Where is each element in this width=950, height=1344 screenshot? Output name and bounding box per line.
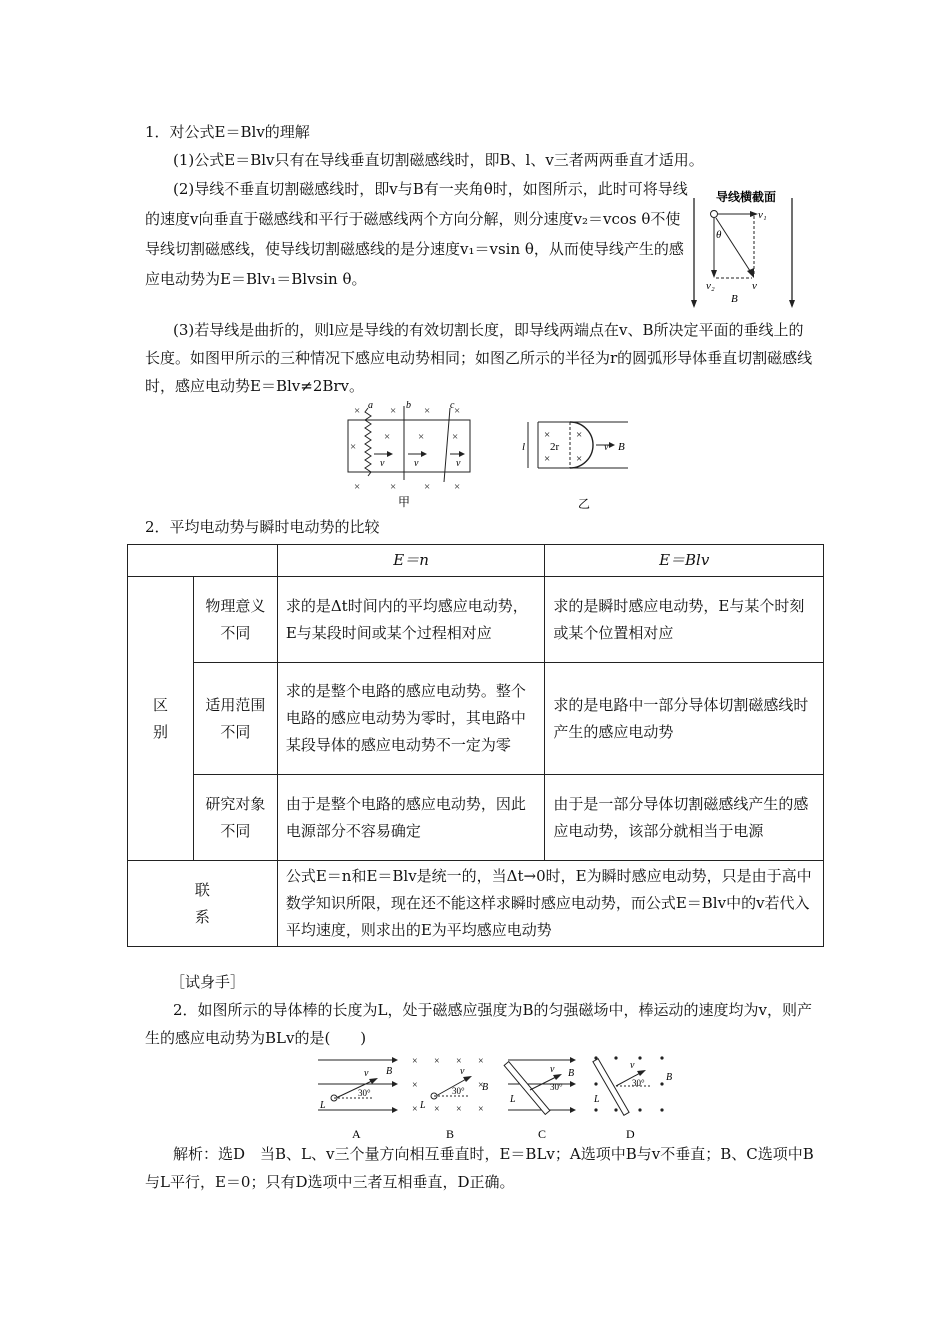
svg-text:v: v bbox=[380, 458, 385, 469]
practice-analysis: 解析：选D 当B、L、v三个量方向相互垂直时，E＝BLv；A选项中B与v不垂直；B、C选项中B与L平行，E＝0；只有D选项中三者互相垂直，D正确。 bbox=[145, 1145, 814, 1191]
svg-text:×: × bbox=[350, 441, 357, 453]
svg-text:B: B bbox=[482, 1082, 489, 1093]
table-header-instant: E＝Blv bbox=[545, 545, 824, 577]
svg-text:×: × bbox=[412, 1056, 418, 1067]
svg-text:×: × bbox=[418, 431, 425, 443]
svg-text:b: b bbox=[406, 400, 411, 411]
svg-text:×: × bbox=[354, 405, 361, 417]
svg-text:v: v bbox=[460, 1066, 465, 1077]
table-row-label: 适用范围不同 bbox=[193, 663, 277, 775]
svg-text:×: × bbox=[412, 1104, 418, 1115]
svg-text:×: × bbox=[434, 1056, 440, 1067]
table-row-label: 物理意义不同 bbox=[193, 577, 277, 663]
fig1-B: B bbox=[731, 293, 738, 305]
svg-text:v: v bbox=[604, 442, 609, 453]
practice-question: 2．如图所示的导体棒的长度为L，处于磁感应强度为B的匀强磁场中，棒运动的速度均为v，则产生的感应电动势为BLv的是( ) bbox=[145, 1001, 813, 1047]
svg-text:×: × bbox=[354, 481, 361, 493]
svg-text:×: × bbox=[478, 1104, 484, 1115]
option-d-diagram bbox=[593, 1056, 672, 1141]
figure-jia bbox=[340, 400, 480, 512]
table-group-label: 区别 bbox=[128, 577, 194, 861]
fig1-v1: v₁ bbox=[758, 209, 767, 221]
svg-text:c: c bbox=[450, 400, 455, 411]
svg-text:l: l bbox=[522, 441, 526, 453]
svg-text:×: × bbox=[390, 405, 397, 417]
table-link-label: 联系 bbox=[128, 861, 278, 947]
svg-text:×: × bbox=[384, 431, 391, 443]
section1-paragraph-2: (2)导线不垂直切割磁感线时，即v与B有一夹角θ时，如图所示，此时可将导线的速度v向垂直于磁感线和平行于磁感线两个方向分解，则分速度v₂＝vcos θ不使导线切割磁感线，使导线切割磁感线的是分速度v₁＝vsin θ，从而使导线产生的感应电动势为E＝Blv₁＝Blvsin θ。 bbox=[145, 180, 688, 288]
option-b-diagram bbox=[412, 1056, 488, 1141]
svg-text:×: × bbox=[434, 1104, 440, 1115]
svg-text:L: L bbox=[420, 1100, 426, 1111]
svg-text:L: L bbox=[320, 1100, 326, 1111]
svg-text:30°: 30° bbox=[632, 1078, 645, 1088]
svg-text:×: × bbox=[452, 431, 459, 443]
table-cell: 求的是整个电路的感应电动势。整个电路的感应电动势为零时，其电路中某段导体的感应电动势不一定为零 bbox=[277, 663, 545, 775]
svg-text:×: × bbox=[576, 429, 583, 441]
svg-text:×: × bbox=[456, 1104, 462, 1115]
fig1-v2: v₂ bbox=[706, 280, 715, 292]
option-a-diagram bbox=[318, 1057, 398, 1141]
svg-text:B: B bbox=[618, 441, 625, 453]
fig1-title: 导线横截面 bbox=[715, 190, 777, 204]
fig1-theta: θ bbox=[716, 229, 722, 241]
svg-text:×: × bbox=[390, 481, 397, 493]
table-link-text: 公式E＝n和E＝Blv是统一的，当Δt→0时，E为瞬时感应电动势，只是由于高中数学知识所限，现在还不能这样求瞬时感应电动势，而公式E＝Blv中的v若代入平均速度，则求出的E为平均感应电动势 bbox=[277, 861, 823, 947]
svg-text:v: v bbox=[364, 1068, 369, 1079]
practice-options-figure bbox=[312, 1050, 682, 1142]
option-b-label: B bbox=[446, 1127, 455, 1141]
svg-text:×: × bbox=[544, 429, 551, 441]
figure-jia-caption: 甲 bbox=[398, 495, 411, 509]
table-row-label: 研究对象不同 bbox=[193, 775, 277, 861]
table-cell: 求的是电路中一部分导体切割磁感线时产生的感应电动势 bbox=[545, 663, 824, 775]
section1-title: 1．对公式E＝Blv的理解 bbox=[145, 123, 310, 141]
table-cell: 求的是瞬时感应电动势，E与某个时刻或某个位置相对应 bbox=[545, 577, 824, 663]
fig1-v: v bbox=[752, 280, 757, 292]
section2-title: 2．平均电动势与瞬时电动势的比较 bbox=[145, 518, 380, 536]
svg-text:v: v bbox=[550, 1064, 555, 1075]
svg-text:×: × bbox=[544, 453, 551, 465]
svg-text:×: × bbox=[576, 453, 583, 465]
table-corner-cell bbox=[128, 545, 278, 577]
svg-text:×: × bbox=[454, 481, 461, 493]
table-cell: 由于是一部分导体切割磁感线产生的感应电动势，该部分就相当于电源 bbox=[545, 775, 824, 861]
svg-text:v: v bbox=[414, 458, 419, 469]
svg-text:×: × bbox=[478, 1080, 484, 1091]
svg-text:B: B bbox=[568, 1068, 575, 1079]
svg-text:B: B bbox=[666, 1072, 673, 1083]
table-cell: 由于是整个电路的感应电动势，因此电源部分不容易确定 bbox=[277, 775, 545, 861]
table-cell: 求的是Δt时间内的平均感应电动势，E与某段时间或某个过程相对应 bbox=[277, 577, 545, 663]
svg-text:30°: 30° bbox=[550, 1082, 563, 1092]
option-d-label: D bbox=[626, 1127, 635, 1141]
figure-yi bbox=[520, 410, 650, 512]
comparison-table bbox=[127, 544, 824, 947]
option-c-diagram bbox=[504, 1057, 576, 1141]
option-c-label: C bbox=[538, 1127, 547, 1141]
svg-text:30°: 30° bbox=[452, 1086, 465, 1096]
wire-cross-section-figure bbox=[688, 188, 808, 310]
svg-text:L: L bbox=[510, 1094, 516, 1105]
svg-text:a: a bbox=[368, 400, 373, 411]
section1-paragraph-1: (1)公式E＝Blv只有在导线垂直切割磁感线时，即B、l、v三者两两垂直才适用。 bbox=[173, 151, 704, 169]
svg-text:×: × bbox=[412, 1080, 418, 1091]
svg-text:2r: 2r bbox=[550, 441, 560, 453]
svg-text:×: × bbox=[424, 481, 431, 493]
svg-text:×: × bbox=[478, 1056, 484, 1067]
svg-text:v: v bbox=[630, 1060, 635, 1071]
svg-text:v: v bbox=[456, 458, 461, 469]
svg-text:×: × bbox=[424, 405, 431, 417]
table-header-average: E＝n bbox=[277, 545, 545, 577]
svg-text:×: × bbox=[456, 1056, 462, 1067]
section1-paragraph-3: (3)若导线是曲折的，则l应是导线的有效切割长度，即导线两端点在v、B所决定平面的垂线上的长度。如图甲所示的三种情况下感应电动势相同；如图乙所示的半径为r的圆弧形导体垂直切割磁感线时，感应电动势E＝Blv≠2Brv。 bbox=[145, 321, 813, 395]
svg-text:30°: 30° bbox=[358, 1088, 371, 1098]
svg-text:×: × bbox=[454, 405, 461, 417]
figure-yi-caption: 乙 bbox=[578, 497, 591, 511]
option-a-label: A bbox=[352, 1127, 361, 1141]
svg-text:B: B bbox=[386, 1066, 393, 1077]
practice-heading: ［试身手］ bbox=[170, 973, 246, 991]
svg-text:L: L bbox=[594, 1094, 600, 1105]
